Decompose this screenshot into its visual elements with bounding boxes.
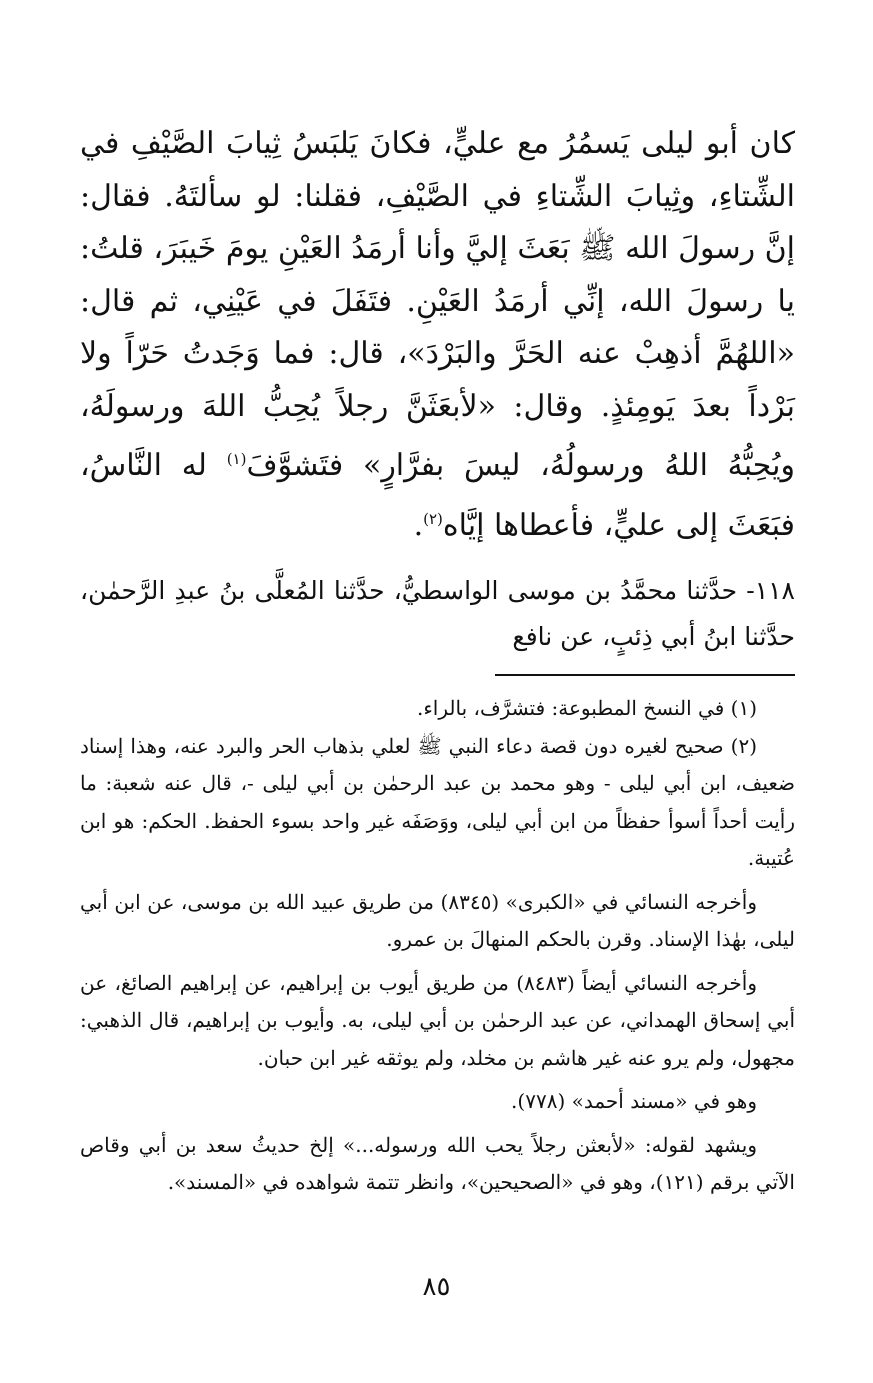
footnote-ref-1: (١) [226,450,247,468]
footnote-2-nasai-ayyub: وأخرجه النسائي أيضاً (٨٤٨٣) من طريق أيوب بن إبراهيم، عن إبراهيم الصائغ، عن أبي إسحاق الهمداني، عن عبد الرحمٰن بن أبي ليلى، به. وأيوب بن إبراهيم، قال الذهبي: مجهول، ولم يرو عنه غير هاشم بن مخلد، ولم يوثقه غير ابن حبان. [80,970,795,1070]
footnote-1: (١) في النسخ المطبوعة: فتشرَّف، بالراء. [417,696,757,720]
hadith-118-isnad: ١١٨- حدَّثنا محمَّدُ بن موسى الواسطيُّ، حدَّثنا المُعلَّى بنُ عبدِ الرَّحمٰن، حدَّثنا ابنُ أبي ذِئبٍ، عن نافع [80,576,795,651]
footnotes [80,690,795,1202]
main-paragraph [80,118,795,552]
hadith-118 [80,568,795,660]
main-text-end: . [413,507,424,543]
footnote-2-shahid: ويشهد لقوله: «لأبعثن رجلاً يحب الله ورسوله...» إلخ حديثُ سعد بن أبي وقاص الآتي برقم (١٢١)، وهو في «الصحيحين»، وانظر تتمة شواهده في «المسند». [80,1132,795,1194]
footnote-ref-2: (٢) [423,509,443,528]
footnote-2-nasai-kubra: وأخرجه النسائي في «الكبرى» (٨٣٤٥) من طريق عبيد الله بن موسى، عن ابن أبي ليلى، بهٰذا الإسناد. وقرن بالحكم المنهالَ بن عمرو. [80,889,795,951]
page-number: ٨٥ [422,1272,451,1302]
main-text-continuation: له النَّاسُ، فبَعَثَ إلى عليٍّ، فأعطاها إيَّاه [80,448,795,543]
footnote-2: (٢) صحيح لغيره دون قصة دعاء النبي ﷺ لعلي بذهاب الحر والبرد عنه، وهذا إسناد ضعيف، ابن أبي ليلى - وهو محمد بن عبد الرحمٰن بن أبي ليلى -، قال عنه شعبة: ما رأيت أحداً أسوأ حفظاً من ابن أبي ليلى، ووَصَفَه غير واحد بسوء الحفظ. الحكم: هو ابن عُتيبة. [80,733,795,870]
main-text-body: كان أبو ليلى يَسمُرُ مع عليٍّ، فكانَ يَلبَسُ ثِيابَ الصَّيْفِ في الشِّتاءِ، وثِيابَ الشِّتاءِ في الصَّيْفِ، فقلنا: لو سألتَهُ. فقال: إنَّ رسولَ الله ﷺ بَعَثَ إليَّ وأنا أرمَدُ العَيْنِ يومَ خَيبَرَ، قلتُ: يا رسولَ الله، إنِّي أرمَدُ العَيْنِ. فتَفَلَ في عَيْنِي، ثم قال: «اللهُمَّ أذهِبْ عنه الحَرَّ والبَرْدَ»، قال: فما وَجَدتُ حَرّاً ولا بَرْداً بعدَ يَومِئذٍ. وقال: «لأبعَثَنَّ رجلاً يُحِبُّ اللهَ ورسولَهُ، ويُحِبُّهُ اللهُ ورسولُهُ، ليسَ بفرَّارٍ» فتَشوَّفَ [80,126,796,483]
footnote-2-musnad: وهو في «مسند أحمد» (٧٧٨). [511,1089,757,1113]
footnote-divider [495,674,795,676]
